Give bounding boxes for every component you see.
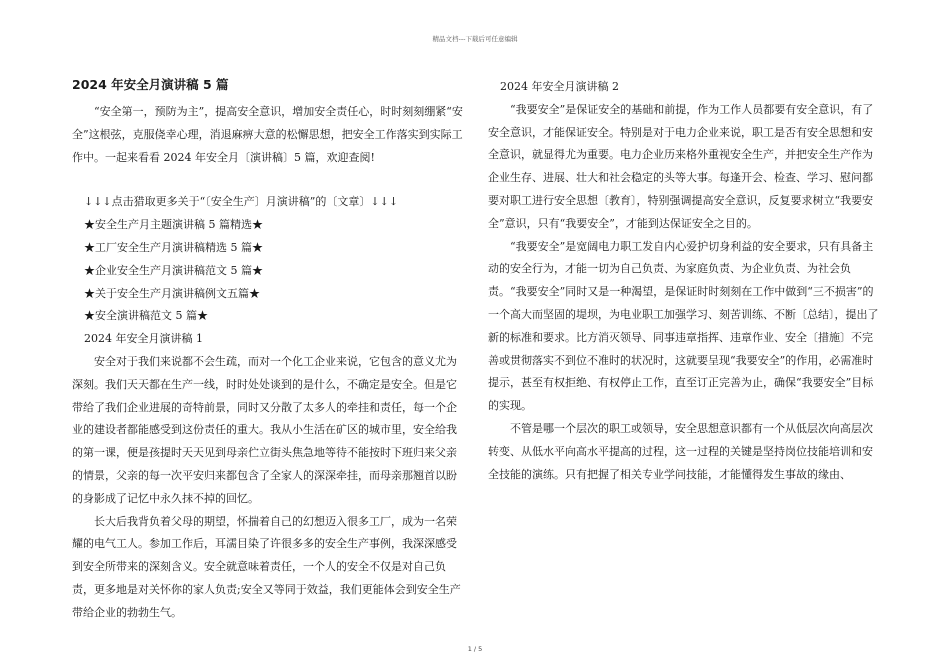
left-column <box>72 76 467 625</box>
link-item[interactable]: ★关于安全生产月演讲稿例文五篇★ <box>84 286 260 300</box>
right-column <box>488 76 883 486</box>
link-item[interactable]: ★安全生产月主题演讲稿 5 篇精选★ <box>84 218 263 232</box>
document-title: 2024 年安全月演讲稿 5 篇 <box>72 77 229 92</box>
link-item[interactable]: ★工厂安全生产月演讲稿精选 5 篇★ <box>84 240 263 254</box>
section2-paragraph-3: 不管是哪一个层次的职工或领导，安全思想意识都有一个从低层次向高层次转变、从低水平向高水平提高的过程，这一过程的关键是坚持岗位技能培训和安全技能的演练。只有把握了相关专业学问技能，才能懂得发生事故的缘由、 <box>488 421 873 481</box>
section-heading-2: 2024 年安全月演讲稿 2 <box>500 80 619 93</box>
related-articles-link[interactable]: ↓↓↓点击猎取更多关于“〔安全生产〕月演讲稿”的〔文章〕↓↓↓ <box>84 195 399 209</box>
link-item[interactable]: ★企业安全生产月演讲稿范文 5 篇★ <box>84 263 263 277</box>
link-item[interactable]: ★安全演讲稿范文 5 篇★ <box>84 309 208 323</box>
section2-paragraph-1: “我要安全”是保证安全的基础和前提，作为工作人员都要有安全意识，有了安全意识，才能保证安全。特别是对于电力企业来说，职工是否有安全思想和安全意识，就显得尤为重要。电力企业历来格外重视安全生产，并把安全生产作为企业生存、进展、壮大和社会稳定的头等大事。每逢开会、检查、学习、慰问都要对职工进行安全思想〔教育〕，特别强调提高安全意识，反复要求树立“我要安全”意识，只有“我要安全”，才能到达保证安全之目的。 <box>488 102 874 230</box>
intro-paragraph: “安全第一，预防为主”，提高安全意识，增加安全责任心，时时刻刻绷紧“安全”这根弦，克服侥幸心理，消退麻痹大意的松懈思想，把安全工作落实到实际工作中。一起来看看 2024 年安全月〔演讲稿〕5 篇，欢迎查阅! <box>72 105 463 164</box>
page-number: 1 / 5 <box>467 645 483 653</box>
section1-paragraph-1: 安全对于我们来说都不会生疏，而对一个化工企业来说，它包含的意义尤为深刻。我们天天都在生产一线，时时处处谈到的是什么，不确定是安全。但是它带给了我们企业进展的奇特前景，同时又分散了太多人的牵挂和责任，每一个企业的建设者都能感受到这份责任的重大。我从小生活在矿区的城市里，安全给我的第一课，便是孩提时天天见到母亲伫立街头焦急地等待不能按时下班归来父亲的情景，父亲的每一次平安归来都包含了全家人的深深牵挂，而母亲那翘首以盼的身影成了记忆中永久抹不掉的回忆。 <box>72 354 457 505</box>
section1-paragraph-2: 长大后我背负着父母的期望，怀揣着自己的幻想迈入很多工厂，成为一名荣耀的电气工人。参加工作后，耳濡目染了许很多多的安全生产事例，我深深感受到安全所带来的深刻含义。安全就意味着责任，一个人的安全不仅是对自己负责，更多地是对关怀你的家人负责;安全又等同于效益，我们更能体会到安全生产带给企业的勃勃生气。 <box>72 514 461 619</box>
section2-paragraph-2: “我要安全”是宽阔电力职工发自内心爱护切身利益的安全要求，只有具备主动的安全行为，才能一切为自己负责、为家庭负责、为企业负责、为社会负责。“我要安全”同时又是一种渴望，是保证时时刻刻在工作中做到“三不损害”的一个高大而坚固的堤坝，为电业职工加强学习、刻苦训练、不断〔总结〕，提出了新的标准和要求。比方消灭领导、同事违章指挥、违章作业、安全〔措施〕不完善或贯彻落实不到位不准时的状况时，这就要呈现“我要安全”的作用，必需准时提示，甚至有权拒绝、有权停止工作，直至订正完善为止，确保“我要安全”目标的实现。 <box>488 239 879 413</box>
section-heading-1: 2024 年安全月演讲稿 1 <box>84 332 203 346</box>
page-header-note: 精品文档---下载后可任意编辑 <box>432 35 518 43</box>
